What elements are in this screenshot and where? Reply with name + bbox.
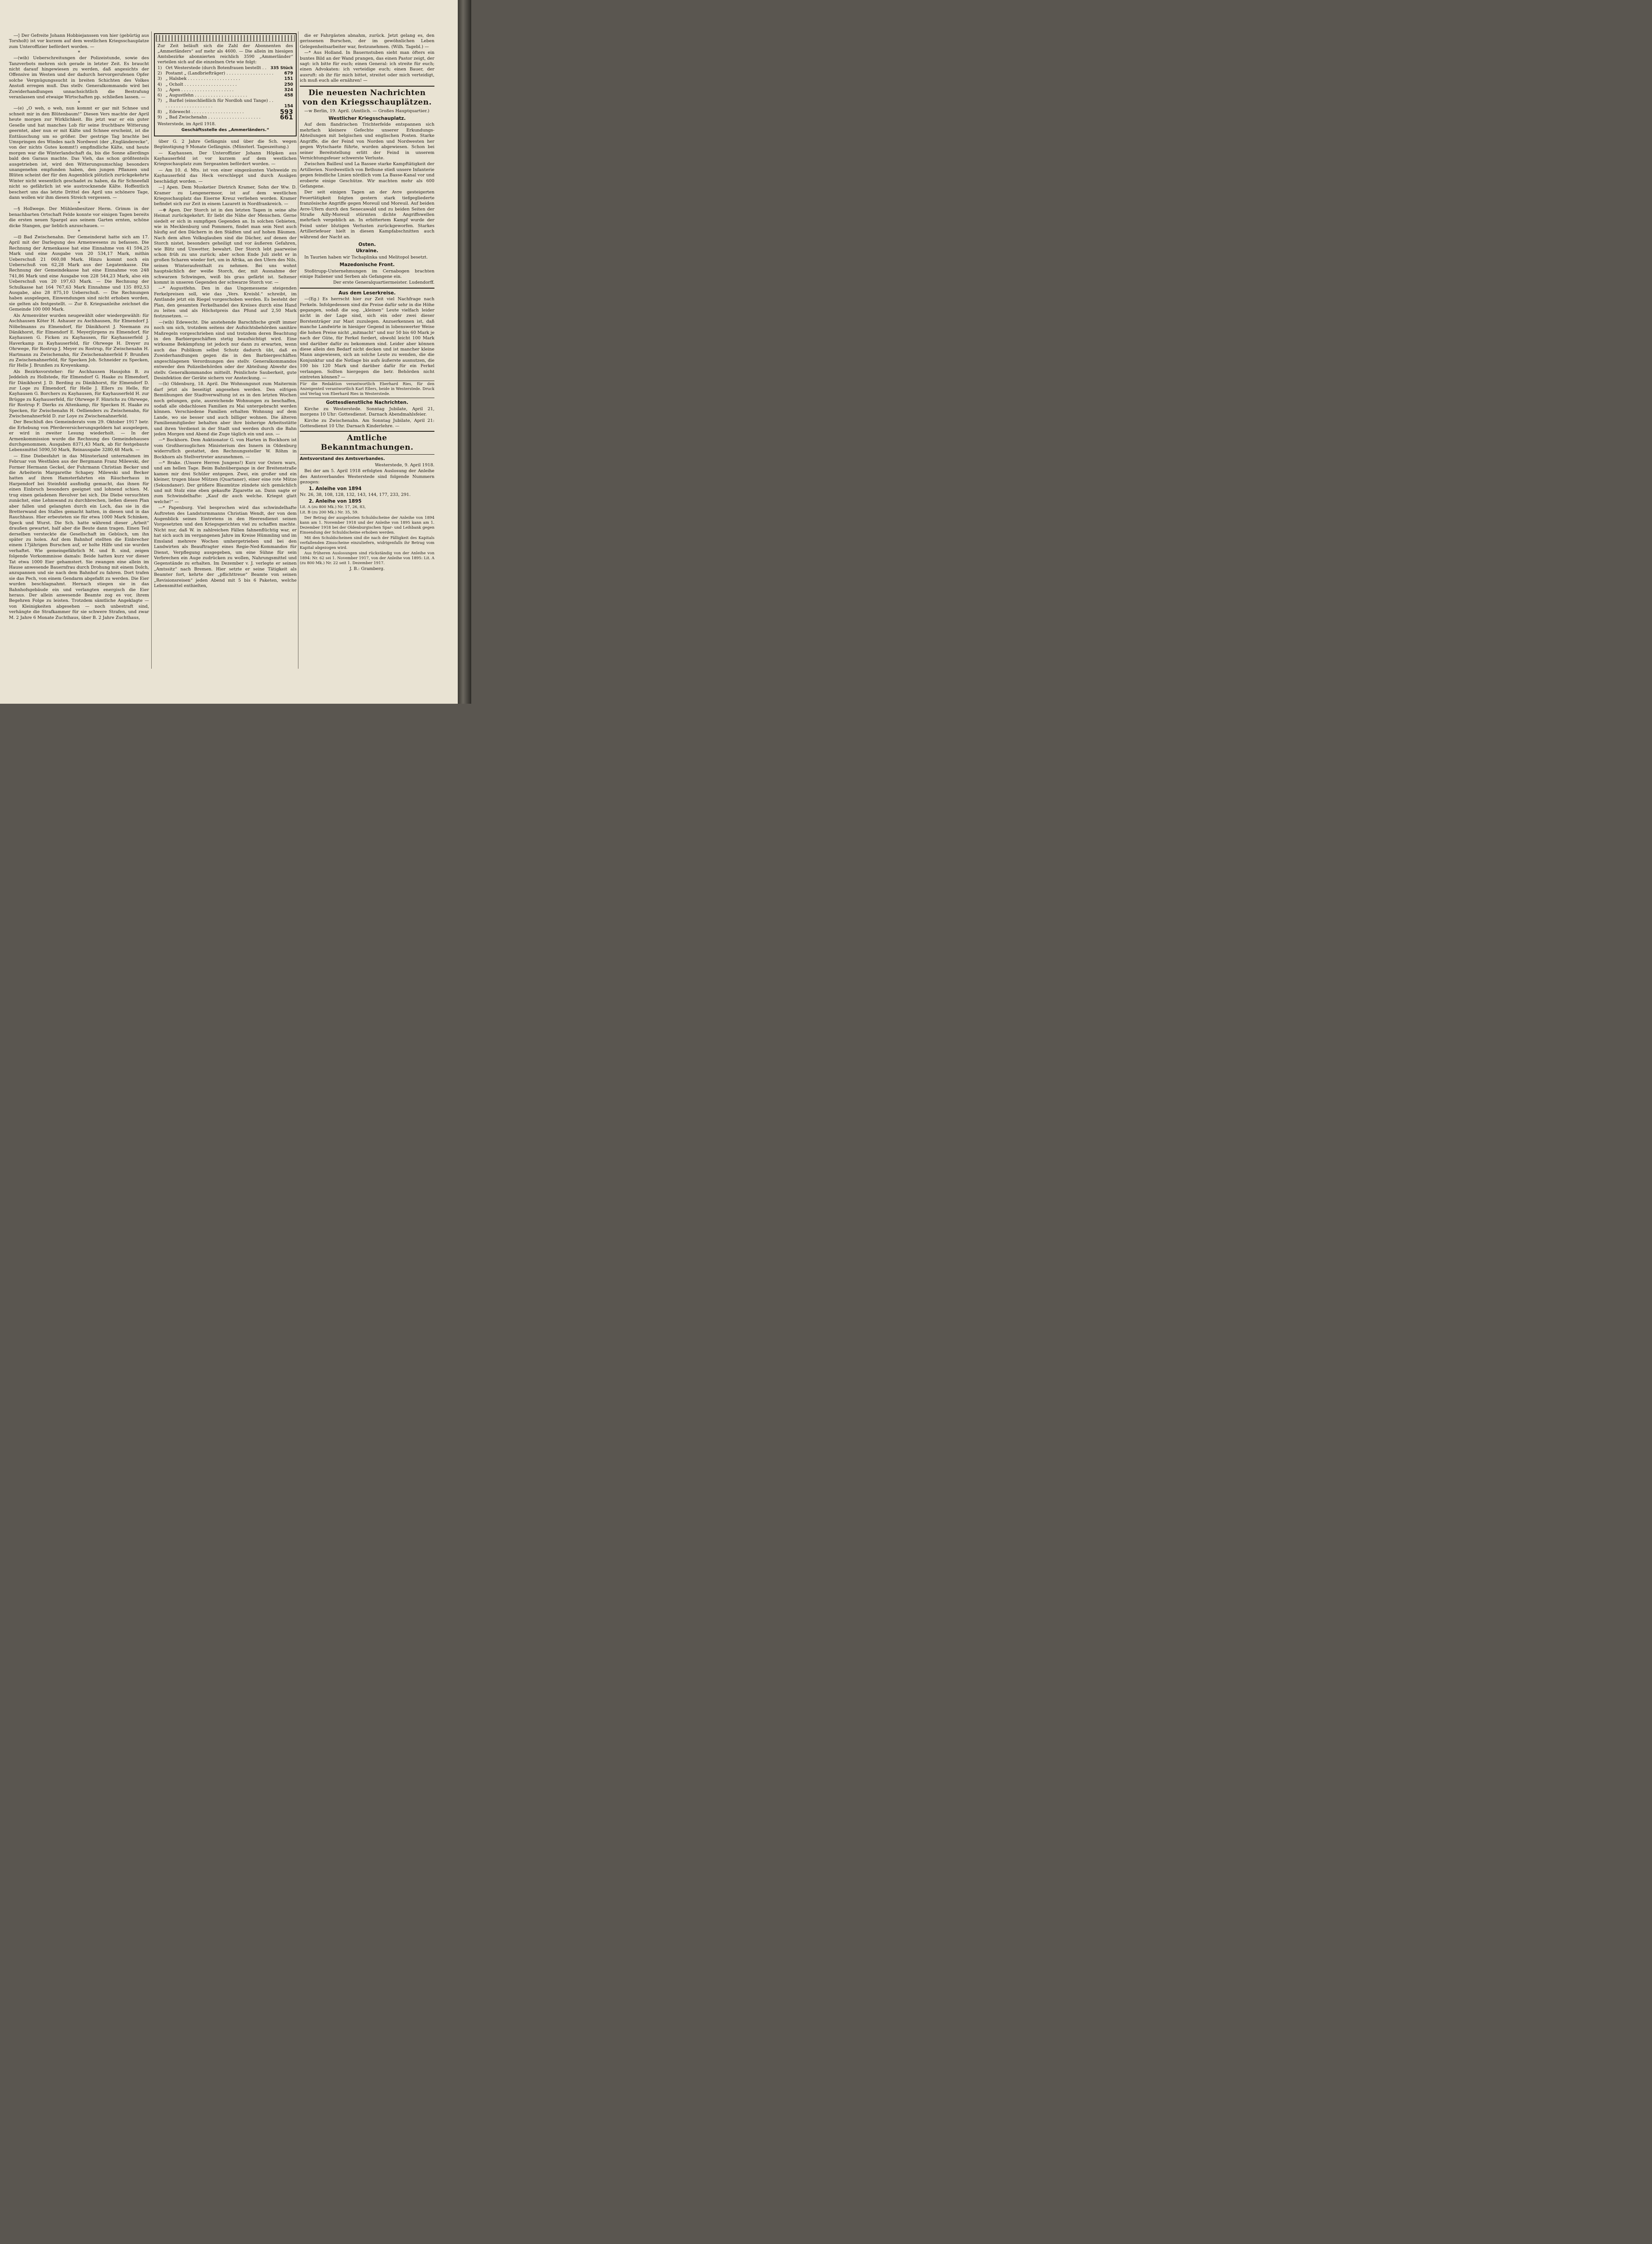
local-news-item: — Am 10. d. Mts. ist von einer eingezäunten Viehweide zu Kayhauserfeld das Heck verschleppt und durch Ausägen beschädigt worden. — <box>154 167 297 184</box>
subscription-dateline: Westerstede, im April 1918. <box>158 122 216 127</box>
local-news-item: Als Bezirksvorsteher: für Aschhausen Hausjohn B. zu Jeddeloh zu Hollstede, für Elmendorf G. Haake zu Elmendorf, für Dänikhorst J. D. Berding zu Dänikhorst, für Elmendorf D. zur Loge zu Elmendorf, für Helle J. Ellers zu Helle, für Kayhausen G. Borchers zu Kayhausen, für Kayhauserfeld H. zur Brügge zu Kayhauserfeld, für Ohrwege F. Hinrichs zu Ohrwege, für Rostrup F. Dierks zu Altenkamp, für Specken H. Haake zu Specken, für Zwischenahn H. Oellienders zu Zwischenahn, für Zwischenahnerfeld D. zur Loye zu Zwischenahnerfeld. <box>9 369 149 419</box>
subscription-row <box>158 110 293 115</box>
church-heading: Gottesdienstliche Nachrichten. <box>326 400 408 406</box>
notice-signature: J. B.: Gramberg. <box>349 566 385 571</box>
subscription-row <box>158 88 293 93</box>
notice-heading: Amtsvorstand des Amtsverbandes. <box>300 456 385 462</box>
official-notices-title: Amtliche Bekanntmachungen. <box>320 434 414 452</box>
subscription-box <box>154 33 297 136</box>
war-news-title: Die neuesten Nachrichten von den Kriegsschauplätzen. <box>302 88 432 107</box>
subscription-row <box>158 82 293 88</box>
row-number: 2) <box>158 71 162 76</box>
local-news-item: —§ Hollwege. Der Mühlenbesitzer Herm. Grimm in der benachbarten Ortschaft Felde konnte vor einigen Tagen bereits die ersten neuen Spargel aus seinem Garten ernten, schöne dicke Stangen, gar lieblich anzuschauen. — <box>9 206 149 228</box>
row-count: 154 <box>284 104 293 109</box>
notice-text: Der Betrag der ausgelosten Schuldscheine der Anleihe von 1894 kann am 1. November 1918 und der Anleihe von 1895 kann am 1. Dezember 1918 bei der Oldenburgischen Spar- und Leihbank gegen Einsendung der Schuldscheine erhoben werden. <box>300 515 434 535</box>
loan-heading: 2. Anleihe von 1895 <box>309 499 362 504</box>
row-count: 151 <box>284 76 293 82</box>
local-news-item: —* Augustfehn. Den in das Ungemessene steigenden Ferkelpreisen soll, wie das „Vers. Kreisbl.“ schreibt, im Amtlande jetzt ein Riegel vorgeschoben werden. Es besteht der Plan, den gesamten Ferkelhandel des Kreises durch eine Hand zu leiten und als Höchstpreis das Pfund auf 2,50 Mark festzusetzen. — <box>154 286 297 319</box>
loan-numbers: Lit. A (zu 800 Mk.) Nr. 17, 26, 83, <box>300 504 366 509</box>
imprint: Für die Redaktion verantwortlich Eberhard Ries, für den Anzeigenteil verantwortlich Karl Ellers, beide in Westerstede. Druck und Verlag von Eberhard Ries in Westerstede. <box>300 381 434 398</box>
readers-letter: —(Eg.) Es herrscht hier zur Zeit viel Nachfrage nach Ferkeln. Infolgedessen sind die Preise dafür sehr in die Höhe gegangen, sodaß die sog. „kleinen“ Leute vielfach leider nicht in der Lage sind, sich ein oder zwei dieser Borstenträger zur Mast zuzulegen. Anzuerkennen ist, daß manche Landwirte in hiesiger Gegend in lobenswerter Weise die hohen Preise nicht „mitmacht“ und nur 50 bis 60 Mark je nach der Güte, für Ferkel fordert, obwohl leicht 100 Mark und darüber dafür zu bekommen sind. Leider aber können diese allein den Bedarf nicht decken und ist mancher kleine Mann angewiesen, sich an solche Leute zu wenden, die die Konjunktur und die Notlage bis aufs äußerste ausnutzen, die 100 bis 120 Mark und darüber dafür für ein Ferkel verlangen. Sollten hiergegen die betr. Behörden nicht eintreten können? — <box>300 297 434 380</box>
war-report: Zwischen Bailleul und La Bassee starke Kampftätigkeit der Artillerien. Nordwestlich von Bethune stieß unsere Infanterie gegen feindliche Linien nördlich vom La Basse-Kanal vor und eroberte einige Geschütze. Wir machten mehr als 600 Gefangene. <box>300 162 434 189</box>
local-news-item: Als Armenväter wurden neugewählt oder wiedergewählt: für Aschhausen Köter H. Ashauer zu Aschhausen, für Elmendorf J. Nöbelmanns zu Elmendorf, für Dänikhorst J. Neemann zu Dänikhorst, für Elmendorf E. Meyerjürgens zu Elmendorf, für Kayhausen G. Ficken zu Kayhausen, für Kayhauserfeld J. Haverkamp zu Kayhauserfeld, für Ohrwege H. Dreyer zu Ohrwege, für Rostrup J. Meyer zu Rostrup, für Zwischenahn H. Hartmann zu Zwischenahn, für Zwischenahnerfeld F. Brunßen zu Zwischenahnerfeld, für Specken Joh. Schneider zu Specken, für Helle J. Brunßen zu Kreyenkamp. <box>9 313 149 368</box>
row-count: 335 Stück <box>270 66 293 70</box>
row-place: „ Ocholt . . . <box>166 82 273 88</box>
subscription-row <box>158 115 293 120</box>
row-place: „ Augustfehn . . . <box>166 93 273 98</box>
local-news-item: —◊ Der Gefreite Johann Hobbiejanssen von hier (gebürtig aus Torsholt) ist vor kurzem auf dem westlichen Kriegsschauplatze zum Unteroffizier befördert worden. — <box>9 33 149 49</box>
war-report: Der seit einigen Tagen an der Avre gesteigerten Feuertätigkeit folgten gestern stark tiefgegliederte französische Angriffe gegen Moreuil und Moreuil. Auf beiden Avre-Ufern durch den Senecawald und zu beiden Seiten der Straße Ailly-Moreuil stürmten dichte Angriffswellen mehrfach vergeblich an. In erbittertem Kampf wurde der Feind unter blutigen Verlusten zurückgeworfen. Starkes Artilleriefeuer hielt in diesen Kampfabschnitten auch während der Nacht an. <box>300 190 434 240</box>
row-number: 1) <box>158 66 162 70</box>
left-column <box>9 33 149 667</box>
local-news-item: —⊕ Apen. Der Storch ist in den letzten Tagen in seine alte Heimat zurückgekehrt. Er liebt die Nähe der Menschen. Gerne siedelt er sich in sumpfigen Gegenden an. In solchen Gebieten, wie in Mecklenburg und Pommern, findet man sein Nest auch häufig auf den Dächern in den Städten und auf hohen Bäumen. Nach dem alten Volksglauben sind die Dächer, auf denen der Storch nistet, besonders geheiligt und vor äußeren Gefahren, wie Blitz und Unwetter, bewahrt. Der Storch lebt paarweise schon früh zu uns zurück; aber schon Ende Juli zieht er in großen Scharen wieder fort, um in Afrika, an den Ufern des Nils, seinen Winteraufenthalt zu nehmen. Bei uns wohnt hauptsächlich der weiße Storch, der, mit Ausnahme der schwarzen Schwingen, weiß bis grau gefärbt ist. Seltener kommt in unseren Gegenden der schwarze Storch vor. — <box>154 207 297 285</box>
section-rule <box>300 431 434 432</box>
row-number: 9) <box>158 114 162 120</box>
row-count: 458 <box>284 93 293 98</box>
row-number: 6) <box>158 93 162 98</box>
subscription-intro: Zur Zeit beläuft sich die Zahl der Abonnenten des „Ammerländers“ auf mehr als 4600. — Die allein im hiesigen Amtsbezirke abonnierten reichlich 3590 „Ammerländer“ verteilen sich auf die einzelnen Orte wie folgt: <box>158 44 293 65</box>
war-report: Auf dem flandrischen Trichterfelde entspannen sich mehrfach kleinere Gefechte unserer Erkundungs-Abteilungen mit belgischen und englischen Posten. Starke Angriffe, die der Feind von Norden und Nordwesten her gegen Wytschaete führte, wurden abgewiesen. Schon bei seiner Bereitstellung erlitt der Feind in unserem Vernichtungsfeuer schwerste Verluste. <box>300 122 434 161</box>
subscription-row <box>158 71 293 76</box>
row-number: 4) <box>158 82 162 87</box>
row-number: 3) <box>158 76 162 82</box>
section-rule <box>300 454 434 455</box>
local-news-item: —* Brake. (Unsere Herren Jungens!) Kurz vor Ostern wars, und am hellen Tage. Beim Bahnübergange in der Breitenstraße kamen mir drei Schüler entgegen. Zwei, ein großer und ein kleiner, trugen blaue Mützen (Quartaner), einer eine rote Mütze (Sekundaner). Der größere Blaumütze zündete sich gemächlich und mit Stolz eine eben gekaufte Zigarette an. Dann sagte er zum Schwindelhafte: „Kauf dir auch welche. Kriegst glatt welche!“ — <box>154 460 297 504</box>
local-news-item: —* Aus Holland. In Bauernstuben sieht man öfters ein buntes Bild an der Wand prangen, das einen Pastor zeigt, der sagt: ich bitte für euch; einen General: ich streite für euch; einen Advokaten: ich verteidige euch; einen Bauer, der ausruft: ob ihr für mich bittet, streitet oder mich verteidigt, ich muß euch alle ernähren! — <box>300 50 434 83</box>
row-count: 324 <box>284 87 293 92</box>
war-report: In Taurien haben wir Tschaplinka und Melitopol besetzt. <box>304 254 428 260</box>
row-place: Ort Westerstede (durch Botenfrauen bestellt . . . <box>166 66 266 71</box>
separator-star: * <box>78 50 80 56</box>
loan-heading: 1. Anleihe von 1894 <box>309 486 362 492</box>
row-place: Postamt „ (Landbriefträger) . . . <box>166 71 273 76</box>
church-notice: Kirche zu Zwischenahn. Am Sonntag Jubilate, April 21: Gottesdienst 10 Uhr. Darnach Kinderlehre. — <box>300 418 434 429</box>
notice-intro: Bei der am 5. April 1918 erfolgten Auslosung der Anleihe des Amtsverbandes Westerstede sind folgende Nummern gezogen: <box>300 469 434 485</box>
row-place: „ Edewecht . . . <box>166 110 273 115</box>
readers-heading: Aus dem Leserkreise. <box>338 290 396 296</box>
notice-text: Aus früheren Auslosungen sind rückständig von der Anleihe von 1894: Nr. 62 sei 1. November 1917, von der Anleihe von 1895: Lit. A (zu 800 Mk.) Nr. 22 seit 1. Dezember 1917. <box>300 551 434 565</box>
subscription-signature: Geschäftsstelle des „Ammerländers.“ <box>181 127 269 133</box>
loan-numbers: Nr. 26, 38, 108, 128, 132, 143, 144, 177, 233, 291. <box>300 492 411 497</box>
separator-star: * <box>78 229 80 234</box>
local-news-item: —(e) „O weh, o weh, nun kommt er gar mit Schnee und schneit mir in den Blütenbaum!“ Diesen Vers machte der April heute morgen zur Wirklichkeit. Bis jetzt war er ein guter Geselle und hat manches Lob für seine fruchtbare Witterung geerntet, aber nun er mit Kälte und Schnee erscheint, ist die Enttäuschung um so größer. Der gestrige Tag brachte bei Umspringen des Windes nach Nordwest (der „Engländerecke“, von der nichts Gutes kommt!) empfindliche Kälte, und heute morgen war die Winterlandschaft da, bis die Sonne allerdings bald den Garaus machte. Das Vieh, das schon größtenteils ausgetrieben ist, wird den Witterungsumschlag besonders unangenehm empfunden haben, den jungen Pflanzen und Blüten scheint der für den Augenblick plötzlich zurückgekehrte Winter nicht wesentlich geschadet zu haben, da für Schneefall nicht so gefährlich ist wie austrocknende Kälte. Hoffentlich beschert uns das letzte Drittel des April uns schönere Tage, dann wollen wir ihm diesen Streich vergessen. — <box>9 106 149 200</box>
ukraine-heading: Ukraine. <box>356 248 378 254</box>
subscription-row <box>158 93 293 98</box>
macedonian-front-heading: Mazedonische Front. <box>339 262 395 268</box>
middle-column <box>154 33 297 667</box>
row-count: 679 <box>284 71 293 76</box>
row-number: 8) <box>158 109 162 114</box>
west-front-heading: Westlicher Kriegsschauplatz. <box>328 116 406 122</box>
subscription-row <box>158 66 293 71</box>
subscription-row <box>158 98 293 109</box>
local-news-item: —(b) Oldenburg, 18. April. Die Wohnungsnot zum Maitermin darf jetzt als beseitigt angesehen werden. Den eifrigen Bemühungen der Stadtverwaltung ist es in den letzten Wochen noch gelungen, gute, ausreichende Wohnungen zu beschaffen, sodaß alle obdachlosen Familien zu Mai untergebracht werden können. Verschiedene Familien erhalten Wohnung auf dem Lande, wo sie besser und auch billiger wohnen. Die älteren Familienmitglieder behalten aber ihre bisherige Arbeitsstätte und ihren Verdienst in der Stadt und werden durch die Bahn jeden Morgen und Abend die Zuge täglich ein und aus. — <box>154 381 297 437</box>
right-column <box>300 33 434 667</box>
local-news-item: — Kayhausen. Der Unteroffizier Johann Höpken aus Kayhauserfeld ist vor kurzem auf dem westlichen Kriegsschauplatz zum Sergeanten befördert worden. — <box>154 150 297 167</box>
book-edge <box>458 0 471 704</box>
row-number: 7) <box>158 98 162 104</box>
local-news-item: —* Bockhorn. Dem Auktionator G. von Harten in Bockhorn ist vom Großherzoglichen Ministerium des Innern in Oldenburg widerruflich gestattet, den Rechnungssteller W. Röhm in Bockhorn als Stellvertreter anzunehmen. — <box>154 438 297 460</box>
war-dateline: —w Berlin, 19. April. (Amtlich. — Großes Hauptquartier.) <box>304 108 429 114</box>
notice-date: Westerstede, 9. April 1918. <box>375 462 434 468</box>
row-count: 593 <box>280 108 293 116</box>
local-news-item: —(wib) Edewecht. Die anstehende Barschfische greift immer noch um sich, trotzdem seitens der Aufsichtsbehörden sanitäre Maßregeln vorgeschrieben sind und trotzdem deren Beachtung in den Barbiergeschäften stetig beaufsichtigt wird. Eine wirksame Bekämpfung ist jedoch nur dann zu erwarten, wenn auch das Publikum selbst Schutz dadurch übt, daß es Zuwiderhandlungen gegen die in den Barbiergeschäften angeschlagenen Verordnungen des stellv. Generalkommandos entweder den Polizeibehörden oder der Abteilung Abwehr des stellv. Generalkommandos mitteilt. Peinlichste Sauberkeit, gute Desinfektion der Geräte sichern vor Ansteckung. — <box>154 320 297 381</box>
row-place: „ Halsbek . . . <box>166 76 273 82</box>
local-news-item: —] Apen. Dem Musketier Dietrich Kramer, Sohn der Ww. D. Kramer zu Lengenermoor, ist auf dem westlichen Kriegsschauplatz das Eiserne Kreuz verliehen worden. Kramer befindet sich zur Zeit in einem Lazarett in Nordfrankreich. — <box>154 185 297 207</box>
row-count: 661 <box>280 114 293 121</box>
row-place: „ Bad Zwischenahn . . . <box>166 115 273 120</box>
local-news-item: über G. 2 Jahre Gefängnis und über die Sch. wegen Begünstigung 9 Monate Gefängnis. (Münsterl. Tageszeitung.) <box>154 139 297 150</box>
notice-text: Mit den Schuldscheinen sind die nach der Fälligkeit des Kapitals verfallenden Zinsscheine einzuliefern, widrigenfalls ihr Betrag vom Kapital abgezogen wird. <box>300 535 434 550</box>
war-report: Stoßtrupp-Unternehmungen im Cernabogen brachten einige Italiener und Serben als Gefangene ein. <box>300 268 434 280</box>
row-count: 250 <box>284 82 293 87</box>
war-signature: Der erste Generalquartiermeister. Ludendorff. <box>333 280 434 285</box>
local-news-item: Der Beschluß des Gemeinderats vom 29. Oktober 1917 betr. die Erhebung von Pferdeversicherungsgeldern hat ausgelegen, er wird in zweiter Lesung wiederholt. — In der Armenkommission wurde die Rechnung des Gemeindehauses durchgenommen. Ausgaben 8371,43 Mark, ab für festgebaute Lebensmittel 5090,50 Mark, Reinausgabe 3280,48 Mark. — <box>9 420 149 453</box>
local-news-item: —⊡ Bad Zwischenahn. Der Gemeinderat hatte sich am 17. April mit der Darlegung des Armenwesens zu befassen. Die Rechnung der Armenkasse hat eine Einnahme von 41 594,25 Mark und eine Ausgabe von 20 534,17 Mark, mithin Ueberschuß 21 060,08 Mark. Hinzu kommt noch ein Ueberschuß von 62,28 Mark aus der Legatenkasse. Die Rechnung der Gemeindekasse hat eine Einnahme von 248 741,86 Mark und eine Ausgabe von 228 544,23 Mark, also ein Ueberschuß von 20 197,63 Mark. — Die Rechnung der Schulkasse hat 164 767,63 Mark Einnahme und 135 892,53 Ausgabe, also 28 875,10 Ueberschuß. — Die Rechnungen haben ausgelegen, Einwendungen sind nicht erhoben worden, sie gelten als festgestellt. — Zur 8. Kriegsanleihe zeichnet die Gemeinde 100 000 Mark. <box>9 235 149 312</box>
column-rule-left <box>151 31 152 669</box>
east-front-heading: Osten. <box>358 242 376 247</box>
church-notice: Kirche zu Westerstede. Sonntag Jubilate, April 21, morgens 10 Uhr: Gottesdienst. Darnach Abendmahlsfeier. <box>300 406 434 417</box>
local-news-item: — Eine Diebesfahrt in das Münsterland unternahmen im Februar von Westfalen aus der Bergmann Franz Milewski, der Former Hermann Geckel, der Fuhrmann Christian Becker und die Arbeiterin Margarethe Schapey. Milewski und Becker hatten auf ihren Hamsterfahrten ein Räucherhaus in Harpendorf bei Steinfeld ausfindig gemacht, das ihnen für einen Einbruch besonders geeignet und lohnend schien. M. trug einen geladenen Revolver bei sich. Die Diebe versuchten zunächst, eine Lehmwand zu durchbrechen, ließen diesen Plan aber fallen und gelangten durch ein Loch, das sie in die Bretterwand des Stalles gemacht hatten, in diesen und in das Rauchhaus. Hier erbeuteten sie für etwa 1000 Mark Schinken, Speck und Wurst. Die Sch. hatte während dieser „Arbeit“ draußen gewartet, half aber die Beute dann tragen. Einen Teil derselben versteckte die Gesellschaft im Gebüsch, um ihn später zu holen. Auf dem Bahnhof stellten die Einbrecher einem 17jährigen Burschen auf, er holte Hilfe und sie wurden verhaftet. Wie gemeingefährlich M. und B. sind, zeigen folgende Vorkommnisse damals: Beide hatten kurz vor dieser Tat etwa 1000 Eier gehamstert. Sie zwangen eine allein im Hause anwesende Bauernfrau durch Drohung mit einem Dolch, anzupannen und sie nach dem Bahnhof zu fahren. Dort trafen sie das Pech, von einem Gendarm abgefaßt zu werden. Die Eier wurden beschlagnahmt. Hernach stiegen sie in das Bahnhofsgebäude ein und verlangten energisch die Eier heraus. Der allein anwesende Beamte zog es vor, ihrem Begehren Folge zu leisten. Trotzdem sämtliche Angeklagte — von Kleinigkeiten abgesehen — noch unbestraft sind, verhängte die Strafkammer für sie schwere Strafen, und zwar M. 2 Jahre 6 Monate Zuchthaus, über B. 2 Jahre Zuchthaus, <box>9 453 149 620</box>
local-news-item: —(wib) Ueberschreitungen der Polizeistunde, sowie des Tanzverbots mehren sich gerade in letzter Zeit. Es braucht nicht darauf hingewiesen zu werden, daß angesichts der Offensive im Westen und der dadurch hervorgerufenen Opfer solche Vergnügungssucht in breiten Schichten des Volkes Anstoß erregen muß. Das stellv. Generalkommando wird bei Zuwiderhandlungen unnachsichtlich die Bestrafung veranlassen und etwaige Wirtschaften pp. schließen lassen. — <box>9 56 149 100</box>
box-ornament <box>156 35 295 42</box>
subscription-row <box>158 76 293 82</box>
local-news-item: —* Papenburg. Viel besprochen wird das schwindelhafte Auftreten des Landsturmmanns Christian Wendt, der von dem Augenblick seines Eintretens in den Heeresdienst seinen Vorgesetzten und den Kriegsgerichten viel zu schaffen machte. Nicht nur, daß W. in zahlreichen Fällen fahnenflüchtig war, er hat sich auch im vergangenen Jahre im Kreise Hümmling und im Emsland mehrere Wochen umhergetrieben und bei den Landwirten als Beauftragter eines Regie-Ned-Kommandos für Dienst, Verpflegung ausgegeben, um eine Sühne für sein Verbrechen ein Auge zudrücken zu wollen, Nahrungsmittel und Gegenstände zu erhalten. Im Dezember v. J. verlegte er seinen „Amtssitz“ nach Bremen. Hier setzte er seine Tätigkeit als Beamter fort, kehrte der „pflichttreue“ Beamte von seinen „Revisionsreisen“ jeden Abend mit 5 bis 6 Paketen, welche Lebensmittel enthielten, <box>154 505 297 588</box>
row-place: „ Barßel (einschließlich für Nordloh und Tange) . . . <box>166 98 273 109</box>
row-place: „ Apen . . . <box>166 88 273 93</box>
loan-numbers: Lit. B (zu 200 Mk.) Nr. 35, 59. <box>300 510 359 515</box>
separator-star: * <box>78 201 80 206</box>
newspaper-page <box>0 0 458 704</box>
separator-star: * <box>78 101 80 106</box>
row-number: 5) <box>158 87 162 92</box>
section-rule <box>300 86 434 87</box>
section-rule <box>300 288 434 289</box>
local-news-item: die er Fahrgästen abnahm, zurück. Jetzt gelang es, den gerissenen Burschen, der im gewöhnlichen Leben Gelegenheitsarbeiter war, festzunehmen. (Wilh. Tagebl.) — <box>300 33 434 49</box>
